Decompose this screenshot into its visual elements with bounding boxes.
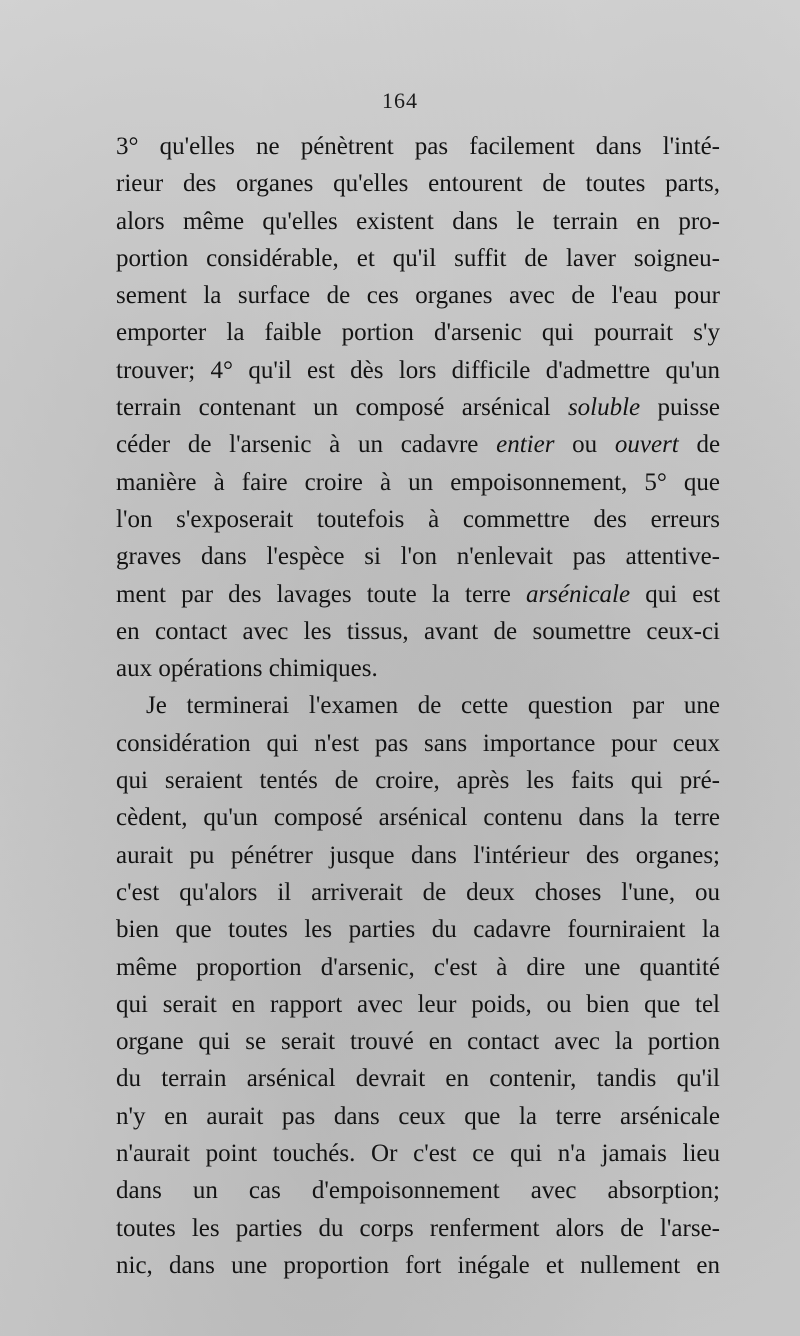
page-number: 164 [382, 88, 418, 113]
text-line: céder de l'arsenic à un cadavre entier ou ouvert de [116, 431, 720, 459]
text-line: même proportion d'arsenic, c'est à dire une quantité [116, 953, 720, 981]
text-line: n'y en aurait pas dans ceux que la terre arsénicale [116, 1102, 720, 1130]
text-line: considération qui n'est pas sans importance pour ceux [116, 729, 720, 757]
text-line: nic, dans une proportion fort inégale et nullement en [116, 1251, 720, 1279]
italic-word: arsénicale [525, 580, 631, 608]
italic-word: ouvert [614, 431, 679, 459]
text-line: l'on s'exposerait toutefois à commettre des erreurs [116, 505, 720, 533]
text-line: alors même qu'elles existent dans le terrain en pro- [116, 207, 720, 235]
text-line: manière à faire croire à un empoisonnement, 5° que [116, 468, 720, 496]
body-text [116, 128, 720, 1284]
text-line: emporter la faible portion d'arsenic qui pourrait s'y [116, 319, 720, 347]
text-line: n'aurait point touchés. Or c'est ce qui n'a jamais lieu [116, 1140, 720, 1168]
text-line: aurait pu pénétrer jusque dans l'intérieur des organes; [116, 841, 720, 869]
text-line: qui seraient tentés de croire, après les faits qui pré- [116, 767, 720, 795]
text-line: terrain contenant un composé arsénical soluble puisse [116, 394, 720, 422]
italic-word: entier [496, 431, 555, 459]
text-line: aux opérations chimiques. [116, 655, 378, 683]
italic-word: soluble [567, 394, 641, 422]
text-line: dans un cas d'empoisonnement avec absorption; [116, 1177, 720, 1205]
text-line: Je terminerai l'examen de cette question par une [146, 692, 720, 720]
text-line: c'est qu'alors il arriverait de deux choses l'une, ou [116, 878, 720, 906]
text-line: graves dans l'espèce si l'on n'enlevait pas attentive- [116, 543, 720, 571]
text-line: portion considérable, et qu'il suffit de laver soigneu- [116, 244, 720, 272]
text-line: ment par des lavages toute la terre arsénicale qui est [116, 580, 720, 608]
text-line: qui serait en rapport avec leur poids, ou bien que tel [116, 990, 720, 1018]
text-line: sement la surface de ces organes avec de l'eau pour [116, 282, 720, 310]
text-line: en contact avec les tissus, avant de soumettre ceux-ci [116, 617, 720, 645]
text-line: trouver; 4° qu'il est dès lors difficile d'admettre qu'un [116, 356, 720, 384]
text-line: rieur des organes qu'elles entourent de toutes parts, [116, 170, 720, 198]
text-line: du terrain arsénical devrait en contenir, tandis qu'il [116, 1065, 720, 1093]
text-line: 3° qu'elles ne pénètrent pas facilement dans l'inté- [116, 133, 720, 160]
text-line: cèdent, qu'un composé arsénical contenu dans la terre [116, 804, 720, 832]
text-line: bien que toutes les parties du cadavre fourniraient la [116, 916, 720, 944]
text-line: organe qui se serait trouvé en contact avec la portion [116, 1028, 720, 1056]
text-line: toutes les parties du corps renferment alors de l'arse- [116, 1214, 720, 1242]
